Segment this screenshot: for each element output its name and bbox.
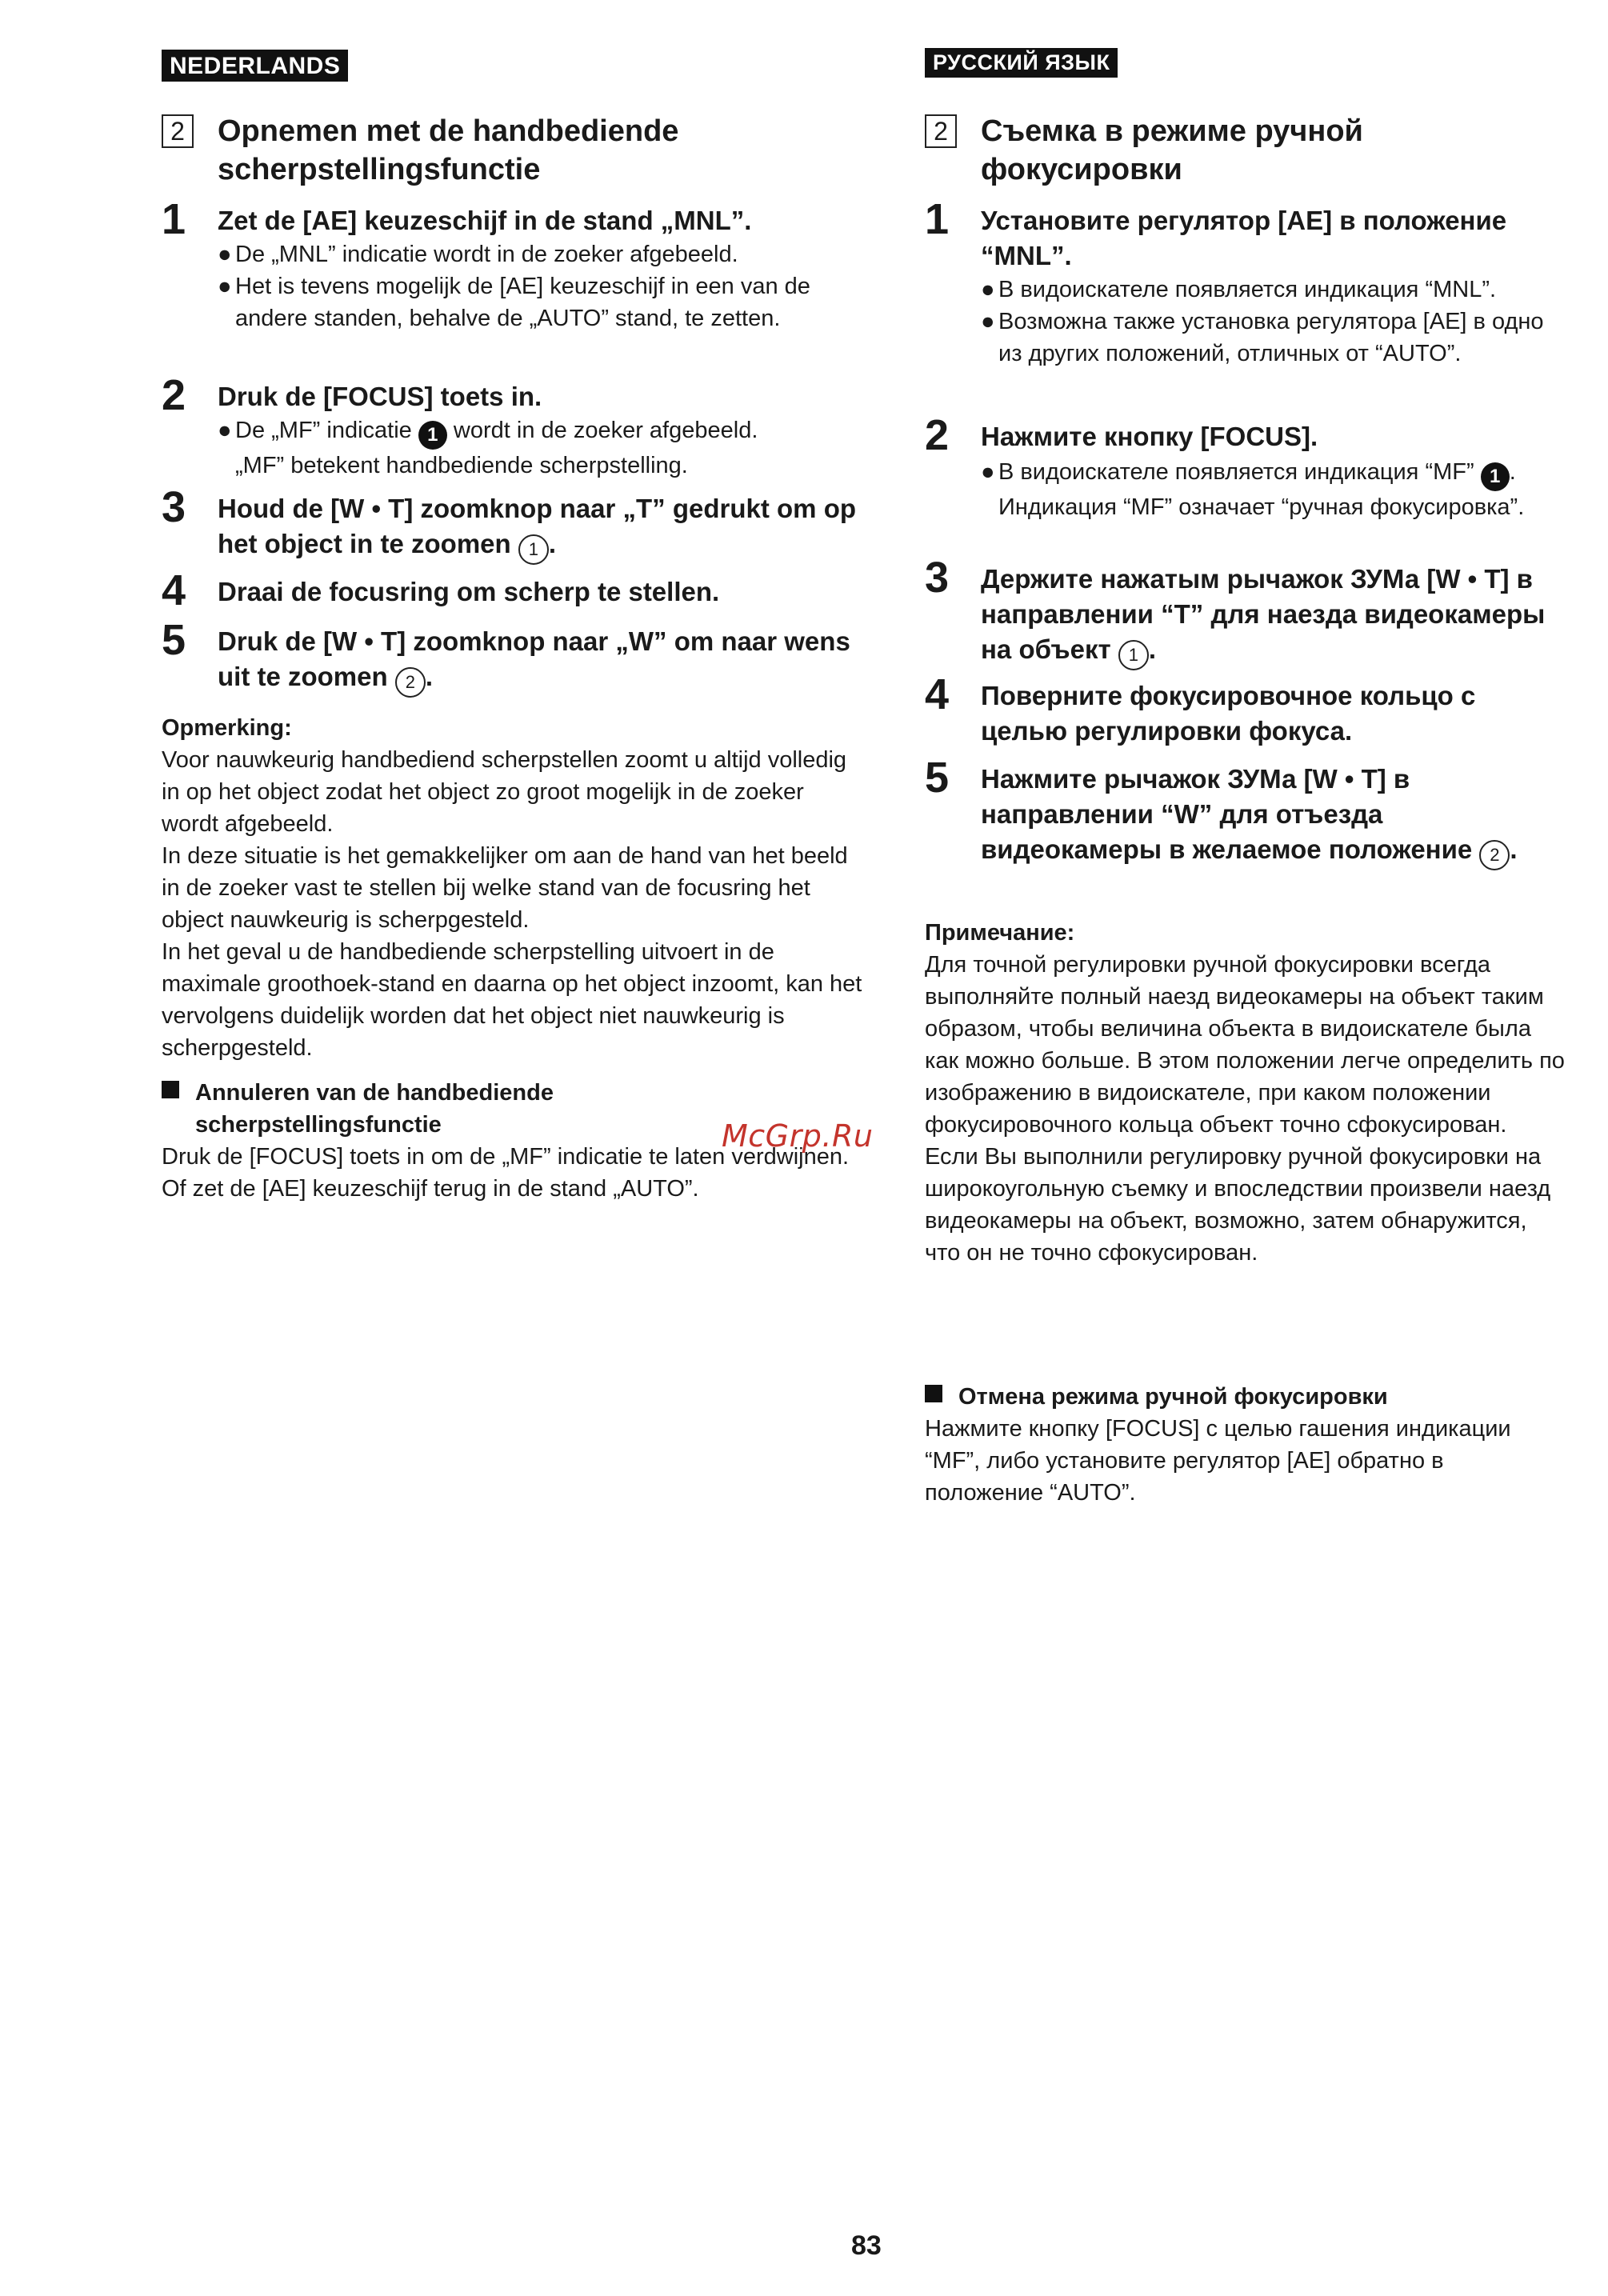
step-text: Zet de [AE] keuzeschijf in de stand „MNL”. bbox=[218, 206, 752, 235]
step-text: Нажмите кнопку [FOCUS]. bbox=[981, 422, 1318, 451]
step-text: Установите регулятор [AE] в положение “MNL”. bbox=[981, 206, 1507, 270]
watermark: McGrp.Ru bbox=[722, 1118, 874, 1154]
cancel-body: Druk de [FOCUS] toets in om de „MF” indicatie te laten verdwijnen. Of zet de [AE] keuzeschijf terug in de stand „AUTO”. bbox=[162, 1144, 850, 1202]
step-text: Druk de [FOCUS] toets in. bbox=[218, 382, 542, 411]
step-number: 3 bbox=[162, 483, 186, 531]
step-number: 4 bbox=[925, 670, 950, 718]
note-body: Для точной регулировки ручной фокусировки всегда выполняйте полный наезд видеокамеры на объект таким образом, чтобы величина объекта в видоискателе была как можно больше. В этом положении легче определить по изображению в видоискателе, при каком положении фокусировочного кольца объект точно сфокусирован. Если Вы выполнили регулировку ручной фокусировки на широкоугольную съемку и впоследствии произвели наезд видеокамеры на объект, возможно, затем обнаружится, что он не точно сфокусирован. bbox=[925, 952, 1565, 1266]
bullet-continuation: Индикация “MF” означает “ручная фокусировка”. bbox=[998, 494, 1525, 520]
step-1-bullets bbox=[218, 238, 866, 334]
section-title: Opnemen met de handbediende scherpstellingsfunctie bbox=[218, 114, 679, 186]
note-heading: Примечание: bbox=[925, 920, 1075, 946]
step-number: 2 bbox=[925, 411, 950, 459]
step-number: 5 bbox=[162, 616, 186, 664]
step-number: 3 bbox=[925, 554, 950, 602]
indicator-1-icon: 1 bbox=[1481, 462, 1510, 491]
step-text: Держите нажатым рычажок ЗУМа [W • T] в направлении “T” для наезда видеокамеры на объект 1 . bbox=[981, 562, 1565, 670]
bullet-item: ● Возможна также установка регулятора [AE] в одно из других положений, отличных от “AUTO”. bbox=[981, 309, 1544, 366]
section-number: 2 bbox=[162, 114, 194, 148]
step-text: Поверните фокусировочное кольцо с целью регулировки фокуса. bbox=[981, 681, 1476, 746]
bullet-continuation: „MF” betekent handbediende scherpstelling. bbox=[235, 453, 688, 478]
square-bullet-icon bbox=[925, 1385, 942, 1402]
step-text: Нажмите рычажок ЗУМа [W • T] в направлении “W” для отъезда видеокамеры в желаемое положение 2 . bbox=[981, 762, 1565, 870]
step-2-bullets bbox=[981, 456, 1565, 523]
section-number: 2 bbox=[925, 114, 957, 148]
bullet-item: ● В видоискателе появляется индикация “MNL”. bbox=[981, 277, 1497, 302]
square-bullet-icon bbox=[162, 1081, 179, 1098]
step-number: 1 bbox=[925, 195, 950, 243]
step-number: 4 bbox=[162, 566, 186, 614]
step-text: Druk de [W • T] zoomknop naar „W” om naar wens uit te zoomen 2 . bbox=[218, 624, 866, 698]
bullet-item: ● В видоискателе появляется индикация “MF” 1 . bbox=[981, 456, 1565, 491]
indicator-1-icon: 1 bbox=[418, 421, 447, 450]
section-title: Съемка в режиме ручной фокусировки bbox=[981, 114, 1363, 186]
note-heading: Opmerking: bbox=[162, 715, 292, 741]
page-number: 83 bbox=[851, 2230, 882, 2261]
circled-number-icon: 1 bbox=[1118, 640, 1149, 670]
language-badge-dutch: NEDERLANDS bbox=[162, 50, 348, 82]
cancel-heading: Отмена режима ручной фокусировки bbox=[925, 1381, 1565, 1413]
circled-number-icon: 2 bbox=[395, 667, 426, 698]
step-number: 2 bbox=[162, 371, 186, 419]
step-number: 5 bbox=[925, 754, 950, 802]
step-text: Draai de focusring om scherp te stellen. bbox=[218, 577, 720, 606]
step-text: Houd de [W • T] zoomknop naar „T” gedrukt om op het object in te zoomen 1 . bbox=[218, 491, 866, 565]
bullet-item: ● Het is tevens mogelijk de [AE] keuzeschijf in een van de andere standen, behalve de „AUTO” stand, te zetten. bbox=[218, 274, 810, 331]
bullet-item: ● De „MF” indicatie 1 wordt in de zoeker afgebeeld. bbox=[218, 414, 866, 450]
language-badge-russian: РУССКИЙ ЯЗЫК bbox=[925, 48, 1118, 78]
step-2-bullets bbox=[218, 414, 866, 482]
circled-number-icon: 2 bbox=[1479, 840, 1510, 870]
circled-number-icon: 1 bbox=[518, 534, 549, 565]
bullet-item: ● De „MNL” indicatie wordt in de zoeker afgebeeld. bbox=[218, 242, 738, 267]
step-1-bullets bbox=[981, 274, 1565, 370]
note-body: Voor nauwkeurig handbediend scherpstellen zoomt u altijd volledig in op het object zodat het object zo groot mogelijk in de zoeker wordt afgebeeld. In deze situatie is het gemakkelijker om aan de hand van het beeld in de zoeker vast te stellen bij welke stand van de focusring het object nauwkeurig is scherpgesteld. In het geval u de handbediende scherpstelling uitvoert in de maximale groothoek-stand en daarna op het object inzoomt, kan het vervolgens duidelijk worden dat het object niet nauwkeurig is scherpgesteld. bbox=[162, 747, 862, 1061]
cancel-heading: Annuleren van de handbediende scherpstellingsfunctie bbox=[162, 1077, 866, 1141]
cancel-body: Нажмите кнопку [FOCUS] с целью гашения индикации “MF”, либо установите регулятор [AE] обратно в положение “AUTO”. bbox=[925, 1416, 1511, 1506]
step-number: 1 bbox=[162, 195, 186, 243]
